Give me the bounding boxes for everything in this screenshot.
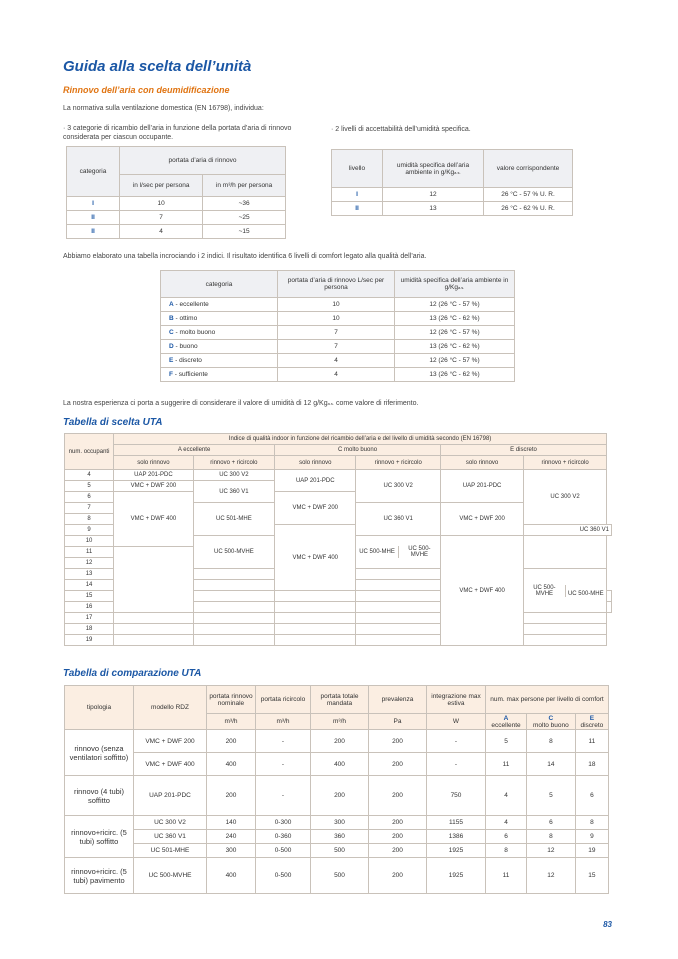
level-a: A eccellente [486,714,527,730]
cell-e-rr: UC 500-MVHE UC 500-MHE [524,569,607,613]
col-categoria: categoria [161,271,278,298]
table-row: C - molto buono 7 12 (26 °C - 57 %) [161,326,515,340]
table-row: UC 360 V1 240 0-360 360 200 1386 6 8 9 [65,830,609,844]
sub-rr: rinnovo + ricircolo [524,456,607,470]
bullet-levels: · 2 livelli di accettabilità dell’umidità specifica. [331,126,471,133]
sub-solo: solo rinnovo [275,456,356,470]
cell-a-solo: VMC + DWF 200 [114,481,194,492]
section-title-scelta: Tabella di scelta UTA [63,417,163,428]
col-num-occupanti: num. occupanti [65,434,114,470]
page-title: Guida alla scelta dell’unità [63,58,252,75]
table-row: rinnovo (4 tubi) soffitto UAP 201-PDC 200 - 200 200 750 4 5 6 [65,776,609,816]
header-indice-qualita: Indice di qualità indoor in funzione del ricambio dell’aria e del livello di umidità secondo (EN 16798) [114,434,607,445]
cell-c-solo: VMC + DWF 400 [275,525,356,591]
table-row: VMC + DWF 400 400 - 400 200 - 11 14 18 [65,753,609,776]
cell-a-rr: UC 501-MHE [193,503,274,536]
table-row: II 4 ~15 [67,225,286,239]
section-title-comparazione: Tabella di comparazione UTA [63,668,202,679]
col-categoria: categoria [67,147,120,197]
categories-table [66,146,286,239]
sub-solo: solo rinnovo [114,456,194,470]
cell-e-solo: VMC + DWF 200 [441,503,524,536]
page-number: 83 [603,920,612,929]
paragraph-cross-table: Abbiamo elaborato una tabella incrociando i 2 indici. Il risultato identifica 6 livelli di comfort legato alla qualità dell’aria. [63,253,427,260]
level-c: C molto buono [527,714,576,730]
intro-text: La normativa sulla ventilazione domestica (EN 16798), individua: [63,105,264,112]
cell-e-solo: UAP 201-PDC [441,470,524,503]
table-row: I 12 26 °C - 57 % U. R. [332,188,573,202]
cell-a-rr: UC 300 V2 [193,470,274,481]
col-livello: livello [332,150,383,188]
table-row: rinnovo+ricirc. (5 tubi) soffitto UC 300 V2 140 0-300 300 200 1155 4 6 8 [65,816,609,830]
table-row: A - eccellente 10 12 (26 °C - 57 %) [161,298,515,312]
header-a: A eccellente [114,445,275,456]
sub-solo: solo rinnovo [441,456,524,470]
col-umidita: umidità specifica dell’aria ambiente in g/Kga.s. [395,271,515,298]
table-row: rinnovo (senza ventilatori soffitto) VMC + DWF 200 200 - 200 200 - 5 8 11 [65,730,609,753]
cell-a-rr: UC 500-MVHE [193,536,274,569]
cell-c-rr: UC 360 V1 [356,503,441,536]
header-e: E discreto [441,445,607,456]
bullet-categories: · 3 categorie di ricambio dell’aria in funzione della portata d’aria di rinnovo considerata per ciascun occupante. [63,125,292,142]
col-umidita: umidità specifica dell’aria ambiente in g/Kga.s. [383,150,484,188]
cell-c-solo: VMC + DWF 200 [275,492,356,525]
selection-table: num. occupanti Indice di qualità indoor in funzione del ricambio dell’aria e del livello di umidità secondo (EN 16798) A eccellente C molto buono E discreto solo rinnovo rinnovo + ricircolo solo rinnovo rinnovo + ricircolo solo rinnovo rinnovo + ricircolo 4 UAP 201-PDC UC 300 V2 UAP 201-PDC UC 300 V2 UAP 201-PDC UC 300 V2 5 VMC + DWF 200 UC 360 V1 6 VMC + DWF 400 VMC + DWF 200 7 UC 501-MHE UC 360 V1 VMC + DWF 200 8 9 VMC + DWF 400 UC 360 V1 10 UC 500-MVHE UC 500-MHE UC 500-MVHE VMC + DWF 400 11 12 13 UC 500-MVHE UC 500-MHE 14 15 16 17 18 19 [64,433,612,646]
cell-c-rr: UC 300 V2 [356,470,441,503]
table-row: B - ottimo 10 13 (26 °C - 62 %) [161,312,515,326]
table-row: II 7 ~25 [67,211,286,225]
cell-a-rr: UC 360 V1 [193,481,274,503]
table-row: E - discreto 4 12 (26 °C - 57 %) [161,354,515,368]
section-subtitle: Rinnovo dell’aria con deumidificazione [63,85,230,95]
level-e: E discreto [575,714,608,730]
col-portata: portata d’aria di rinnovo L/sec per persona [278,271,395,298]
comparison-table: tipologia modello RDZ portata rinnovo nominale portata ricircolo portata totale mandata prevalenza integrazione max estiva num. max persone per livello di comfort m³/h m³/h m³/h Pa W A eccellente C molto buono E discreto rinnovo (senza ventilatori soffitto) VMC + DWF 200 200 - 200 200 - 5 8 11 VMC + DWF 400 400 - 400 200 - 11 14 18 rinnovo (4 tubi) soffitto UAP 201-PDC 200 - 200 200 750 4 5 6 rinnovo+ricirc. (5 tubi) soffitto UC 300 V2 140 0-300 300 200 1155 4 6 8 UC 360 V1 240 0-360 360 200 1386 6 8 9 UC 501-MHE 300 0-500 500 200 1925 8 12 19 rinnovo+ricirc. (5 tubi) pavimento UC 500-MVHE 400 0-500 500 200 1925 11 12 15 [64,685,609,894]
cell-e-solo: VMC + DWF 400 [441,536,524,646]
cell-c-rr: UC 500-MHE UC 500-MVHE [356,536,441,569]
paragraph-reference: La nostra esperienza ci porta a suggerire di considerare il valore di umidità di 12 g/Kga.s. come valore di riferimento. [63,400,419,407]
sub-rr: rinnovo + ricircolo [356,456,441,470]
col-portata: portata d’aria di rinnovo [120,147,286,175]
table-row: D - buono 7 13 (26 °C - 62 %) [161,340,515,354]
cell-c-solo: UAP 201-PDC [275,470,356,492]
col-m3: in m³/h per persona [203,175,286,197]
sub-rr: rinnovo + ricircolo [193,456,274,470]
table-row: I 10 ~36 [67,197,286,211]
cell-a-solo: VMC + DWF 400 [114,492,194,547]
table-row: UC 501-MHE 300 0-500 500 200 1925 8 12 19 [65,844,609,858]
cell-a-solo: UAP 201-PDC [114,470,194,481]
comfort-levels-table [160,270,515,382]
col-valore: valore corrispondente [484,150,573,188]
col-ls: in l/sec per persona [120,175,203,197]
header-c: C molto buono [275,445,441,456]
table-row: II 13 26 °C - 62 % U. R. [332,202,573,216]
table-row: rinnovo+ricirc. (5 tubi) pavimento UC 500-MVHE 400 0-500 500 200 1925 11 12 15 [65,858,609,894]
cell-e-rr: UC 300 V2 [524,470,607,525]
cell-e-rr: UC 360 V1 [524,525,612,536]
table-row: F - sufficiente 4 13 (26 °C - 62 %) [161,368,515,382]
humidity-levels-table [331,149,573,216]
